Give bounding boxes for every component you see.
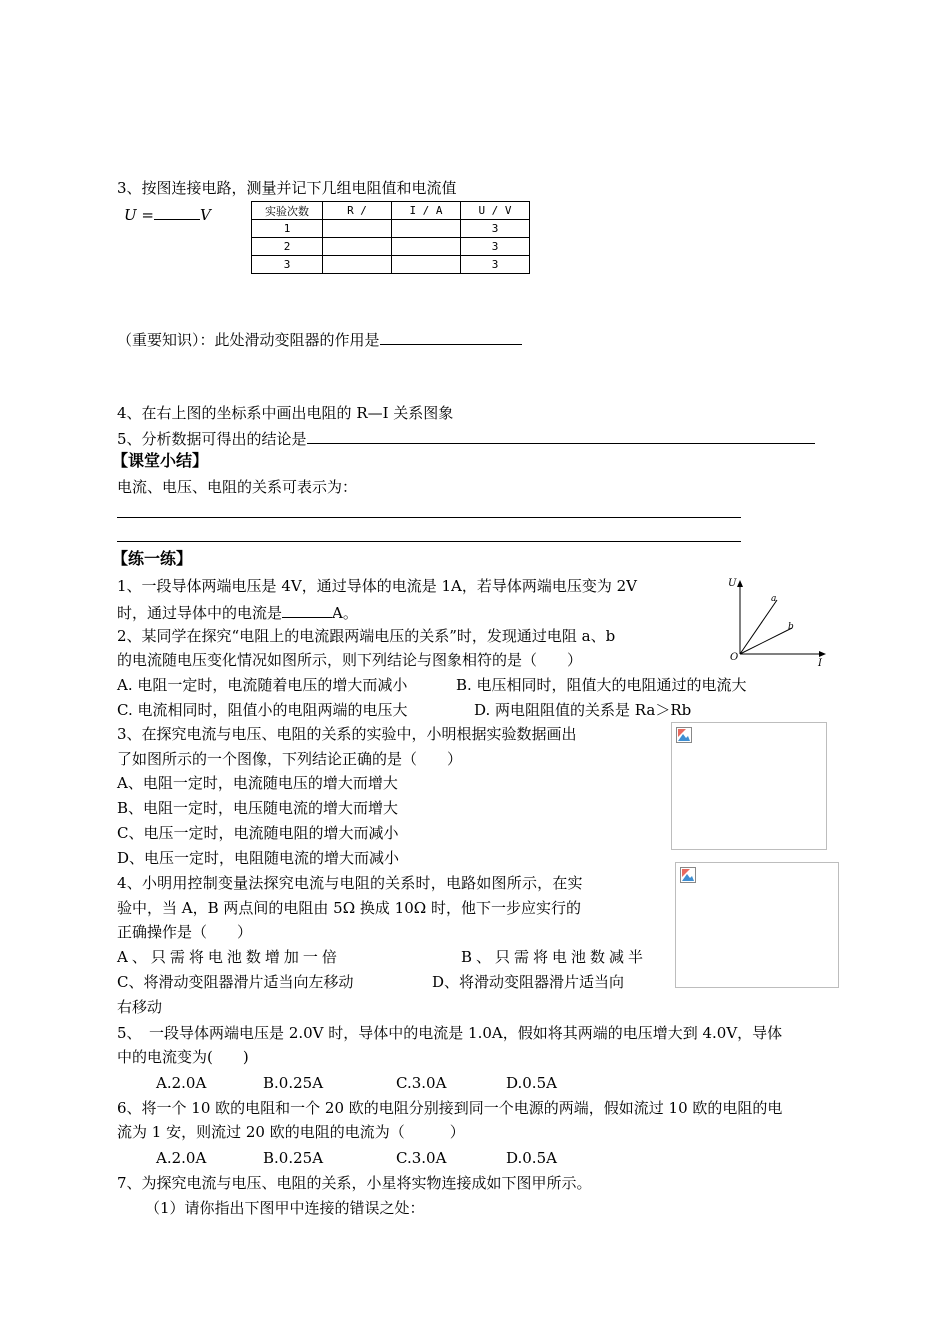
q3-image-placeholder: [671, 722, 827, 850]
table-row: [252, 238, 530, 256]
step5-text: 5、分析数据可得出的结论是: [117, 430, 307, 448]
q7-line1: 7、为探究电流与电压、电阻的关系，小星将实物连接成如下图甲所示。: [117, 1174, 592, 1192]
table-header-cell: 实验次数: [252, 202, 323, 220]
q5-option-d: D.0.5A: [506, 1074, 557, 1092]
q1-line1: 1、一段导体两端电压是 4V，通过导体的电流是 1A，若导体两端电压变为 2V: [117, 577, 637, 595]
step5-blank: [307, 427, 815, 444]
table-cell: [323, 220, 392, 238]
summary-text: 电流、电压、电阻的关系可表示为：: [117, 478, 358, 496]
table-cell: 3: [252, 256, 323, 274]
q5-line2: 中的电流变为( ): [117, 1048, 249, 1066]
u-blank: [154, 203, 200, 220]
practice-heading: 【练一练】: [112, 549, 193, 568]
q3-option-a: A、电阻一定时，电流随电压的增大而增大: [117, 774, 398, 792]
step4-text: 4、在右上图的坐标系中画出电阻的 R—I 关系图象: [117, 404, 454, 422]
q5-option-a: A.2.0A: [156, 1074, 207, 1092]
q4-line1: 4、小明用控制变量法探究电流与电阻的关系时，电路如图所示，在实: [117, 874, 583, 892]
table-cell: [392, 256, 461, 274]
step5-line: [117, 427, 815, 449]
table-cell: [323, 256, 392, 274]
q3-line2: 了如图所示的一个图像，下列结论正确的是（ ）: [117, 750, 463, 768]
q4-option-c: C、将滑动变阻器滑片适当向左移动: [117, 973, 354, 991]
q6-option-c: C.3.0A: [396, 1149, 447, 1167]
q7-line2: （1）请你指出下图甲中连接的错误之处：: [145, 1199, 425, 1217]
table-cell: 3: [461, 256, 530, 274]
summary-rule-2: [117, 541, 741, 542]
q3-option-b: B、电阻一定时，电压随电流的增大而增大: [117, 799, 399, 817]
q1-text: 时，通过导体中的电流是: [117, 604, 283, 622]
q1-unit: A。: [332, 604, 358, 622]
q5-option-b: B.0.25A: [263, 1074, 324, 1092]
q6-line1: 6、将一个 10 欧的电阻和一个 20 欧的电阻分别接到同一个电源的两端，假如流过 10 欧的电阻的电: [117, 1099, 783, 1117]
q4-option-b: B、只需将电池数减半: [461, 948, 648, 966]
summary-rule-1: [117, 517, 741, 518]
table-cell: 1: [252, 220, 323, 238]
graph-origin-label: O: [730, 652, 739, 663]
q4-image-placeholder: [675, 862, 839, 988]
table-cell: [392, 220, 461, 238]
u-unit: V: [199, 206, 211, 224]
graph-x-arrow: [819, 651, 826, 657]
q3-option-d: D、电压一定时，电阻随电流的增大而减小: [117, 849, 400, 867]
summary-heading: 【课堂小结】: [112, 451, 209, 470]
graph-x-label: I: [818, 658, 822, 669]
graph-line-b-label: b: [788, 622, 794, 632]
q2-line2: 的电流随电压变化情况如图所示，则下列结论与图象相符的是（ ）: [117, 651, 583, 669]
q6-option-a: A.2.0A: [156, 1149, 207, 1167]
graph-y-arrow: [737, 580, 743, 587]
q2-option-c: C. 电流相同时，阻值小的电阻两端的电压大: [117, 701, 408, 719]
q5-line1: 5、 一段导体两端电压是 2.0V 时，导体中的电流是 1.0A，假如将其两端的电压增大到 4.0V，导体: [117, 1024, 783, 1042]
graph-line-a-label: a: [771, 594, 777, 604]
table-header-row: [252, 202, 530, 220]
q1-blank: [282, 601, 332, 618]
table-cell: 2: [252, 238, 323, 256]
q4-option-d: D、将滑动变阻器滑片适当向: [432, 973, 625, 991]
q3-line1: 3、在探究电流与电压、电阻的关系的实验中，小明根据实验数据画出: [117, 725, 577, 743]
table-header-cell: I / A: [392, 202, 461, 220]
q3-option-c: C、电压一定时，电流随电阻的增大而减小: [117, 824, 399, 842]
table-header-cell: R /: [323, 202, 392, 220]
q4-line2: 验中，当 A，B 两点间的电阻由 5Ω 换成 10Ω 时，他下一步应实行的: [117, 899, 581, 917]
important-note: [117, 328, 522, 350]
q5-option-c: C.3.0A: [396, 1074, 447, 1092]
graph-line-a: [740, 600, 777, 654]
step3-text: 3、按图连接电路，测量并记下几组电阻值和电流值: [117, 179, 457, 197]
u-label: U =: [124, 206, 154, 224]
table-cell: 3: [461, 220, 530, 238]
u-value-label: [124, 203, 211, 225]
data-table: [251, 201, 530, 274]
table-cell: 3: [461, 238, 530, 256]
q4-option-d-cont: 右移动: [117, 998, 163, 1016]
table-header-cell: U / V: [461, 202, 530, 220]
important-blank: [380, 328, 522, 345]
important-text: （重要知识）：此处滑动变阻器的作用是: [117, 331, 380, 349]
graph-y-label: U: [728, 578, 737, 589]
q6-option-b: B.0.25A: [263, 1149, 324, 1167]
q1-line2: [117, 601, 358, 623]
graph-line-b: [740, 628, 792, 654]
ui-graph: [722, 574, 836, 670]
broken-image-icon: [680, 867, 696, 883]
q2-option-b: B. 电压相同时，阻值大的电阻通过的电流大: [456, 676, 747, 694]
q6-line2: 流为 1 安，则流过 20 欧的电阻的电流为（ ）: [117, 1123, 465, 1141]
table-cell: [323, 238, 392, 256]
q2-line1: 2、某同学在探究“电阻上的电流跟两端电压的关系”时，发现通过电阻 a、b: [117, 627, 616, 645]
q2-option-a: A. 电阻一定时，电流随着电压的增大而减小: [117, 676, 408, 694]
table-cell: [392, 238, 461, 256]
q2-option-d: D. 两电阻阻值的关系是 Ra＞Rb: [474, 701, 692, 719]
q6-option-d: D.0.5A: [506, 1149, 557, 1167]
table-row: [252, 220, 530, 238]
broken-image-icon: [676, 727, 692, 743]
table-row: [252, 256, 530, 274]
q4-option-a: A、只需将电池数增加一倍: [117, 948, 341, 966]
q4-line3: 正确操作是（ ）: [117, 923, 253, 941]
